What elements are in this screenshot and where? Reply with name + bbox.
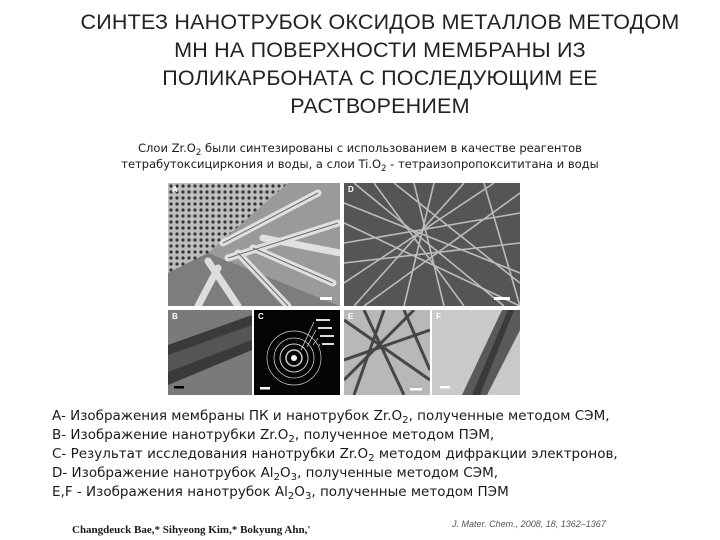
legend-text: B- Изображение нанотрубки Zr.O (52, 427, 289, 443)
subscript: 2 (381, 164, 387, 174)
subscript: 2 (273, 472, 280, 483)
panel-b-tem-image (168, 310, 252, 395)
legend-line-d (52, 464, 692, 483)
intro-line-2 (60, 156, 660, 172)
title-line-3: ПОЛИКАРБОНАТА С ПОСЛЕДУЮЩИМ ЕЕ (162, 66, 598, 90)
title-line-1: СИНТЕЗ НАНОТРУБОК ОКСИДОВ МЕТАЛЛОВ МЕТОДОМ (80, 10, 680, 34)
intro-text-part: Слои Zr.O (138, 141, 196, 155)
intro-text (60, 140, 660, 172)
panel-d-sem-image (344, 183, 520, 306)
subscript: 2 (402, 415, 409, 426)
legend-text: D- Изображение нанотрубок Al (52, 465, 274, 481)
legend-text: C- Результат исследования нанотрубки Zr.O (52, 446, 369, 462)
intro-text-part: тетрабутоксициркония и воды, а слои Ti.O (121, 157, 382, 171)
legend-line-c (52, 445, 692, 464)
intro-text-part: - тетраизопропоксититана и воды (386, 157, 599, 171)
subscript: 2 (368, 453, 375, 464)
subscript: 2 (287, 491, 295, 502)
legend-text: O (280, 465, 291, 481)
intro-text-part: были синтезированы с использованием в качестве реагентов (201, 141, 582, 155)
figure-legend (52, 407, 692, 502)
legend-text: , полученные методом СЭМ, (297, 465, 499, 481)
panel-e-tem-image (344, 310, 430, 395)
slide-title (40, 8, 720, 120)
legend-line-ef (52, 483, 692, 502)
legend-line-b (52, 426, 692, 445)
citation-journal: J. Mater. Chem., 2008, 18, 1362–1367 (452, 519, 606, 529)
legend-text: O (294, 484, 305, 500)
intro-line-1 (60, 140, 660, 156)
micrograph-figure (168, 183, 520, 395)
legend-text: , полученные методом ПЭМ (311, 484, 509, 500)
legend-line-a (52, 407, 692, 426)
subscript: 2 (288, 434, 295, 445)
panel-label-c: C (258, 312, 264, 321)
panel-label-a: A (172, 185, 178, 194)
citation-authors: Changdeuck Bae,* Sihyeong Kim,* Bokyung Ahn,' (72, 524, 311, 536)
panel-c-diffraction-image (254, 310, 340, 395)
panel-a-sem-image (168, 183, 340, 306)
title-line-4: РАСТВОРЕНИЕМ (290, 94, 470, 118)
panel-label-f: F (436, 312, 441, 321)
legend-text: E,F - Изображения нанотрубок Al (52, 484, 288, 500)
legend-text: , полученные методом СЭМ, (408, 408, 610, 424)
legend-text: методом дифракции электронов, (374, 446, 618, 462)
legend-text: , полученное методом ПЭМ, (294, 427, 495, 443)
title-line-2: МН НА ПОВЕРХНОСТИ МЕМБРАНЫ ИЗ (174, 38, 586, 62)
panel-label-b: B (172, 312, 178, 321)
subscript: 3 (304, 491, 312, 502)
panel-label-d: D (348, 185, 354, 194)
panel-label-e: E (348, 312, 354, 321)
subscript: 2 (195, 148, 202, 158)
subscript: 3 (290, 472, 298, 483)
legend-text: A- Изображения мембраны ПК и нанотрубок Zr.O (52, 408, 403, 424)
panel-f-tem-image (432, 310, 520, 395)
